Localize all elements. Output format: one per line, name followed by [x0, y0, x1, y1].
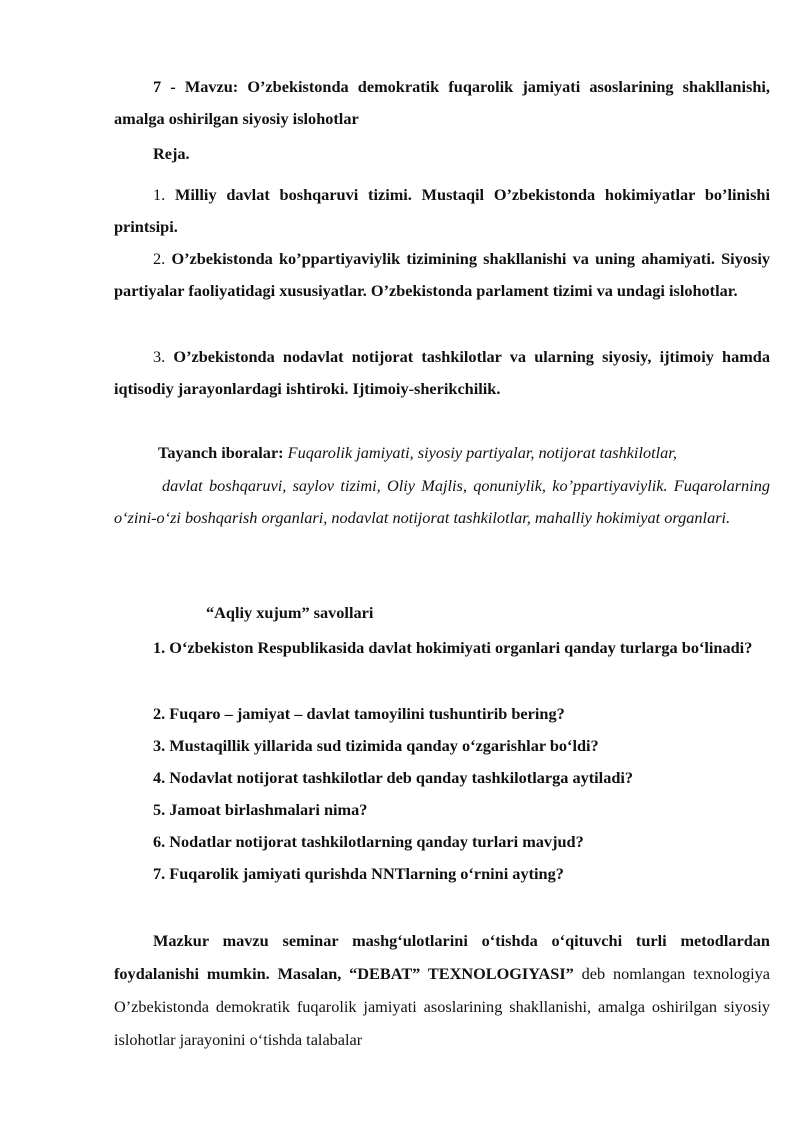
plan-item-1 — [114, 179, 770, 243]
closing-bold-text: Mazkur mavzu seminar mashg‘ulotlarini o‘tishda o‘qituvchi turli metodlardan foydalanishi mumkin. Masalan, “DEBAT” TEXNOLOGIYASI” — [114, 931, 770, 983]
plan-item-text: O’zbekistonda ko’ppartiyaviylik tizimining shakllanishi va uning ahamiyati. Siyosiy partiyalar faoliyatidagi xususiyatlar. O’zbekistonda parlament tizimi va undagi islohotlar. — [114, 249, 770, 300]
brainstorm-question-2: 2. Fuqaro – jamiyat – davlat tamoyilini tushuntirib bering? — [153, 704, 565, 723]
keywords-first-line — [158, 437, 677, 469]
brainstorm-question-1: 1. O‘zbekiston Respublikasida davlat hokimiyati organlari qanday turlarga bo‘linadi? — [153, 638, 753, 657]
keywords-rest: davlat boshqaruvi, saylov tizimi, Oliy Majlis, qonuniylik, ko’ppartiyaviylik. Fuqarolarning o‘zini-o‘zi boshqarish organlari, nodavlat notijorat tashkilotlar, mahalliy hokimiyat organlari. — [114, 476, 770, 527]
keywords-first-text: Fuqarolik jamiyati, siyosiy partiyalar, notijorat tashkilotlar, — [287, 443, 677, 462]
plan-item-text: Milliy davlat boshqaruvi tizimi. Mustaqil O’zbekistonda hokimiyatlar bo’linishi printsipi. — [114, 185, 770, 236]
keywords-label: Tayanch iboralar: — [158, 443, 284, 462]
plan-item-3 — [114, 341, 770, 405]
brainstorm-question-4: 4. Nodavlat notijorat tashkilotlar deb qanday tashkilotlarga aytiladi? — [153, 768, 634, 787]
brainstorm-question-3: 3. Mustaqillik yillarida sud tizimida qanday o‘zgarishlar bo‘ldi? — [153, 736, 599, 755]
brainstorm-question-5: 5. Jamoat birlashmalari nima? — [153, 800, 368, 819]
closing-regular-text: deb nomlangan texnologiya O’zbekistonda demokratik fuqarolik jamiyati asoslarining shakllanishi, amalga oshirilgan siyosiy islohotlar jarayonini o‘tishda talabalar — [114, 964, 770, 1049]
plan-item-text: O’zbekistonda nodavlat notijorat tashkilotlar va ularning siyosiy, ijtimoiy hamda iqtisodiy jarayonlardagi ishtiroki. Ijtimoiy-sherikchilik. — [114, 347, 770, 398]
closing-paragraph — [114, 924, 770, 1056]
plan-item-number: 3. — [153, 347, 166, 366]
brainstorm-question-7: 7. Fuqarolik jamiyati qurishda NNTlarning o‘rnini ayting? — [153, 864, 564, 883]
plan-item-number: 1. — [153, 185, 166, 204]
plan-heading: Reja. — [153, 144, 190, 163]
topic-title: 7 - Mavzu: O’zbekistonda demokratik fuqarolik jamiyati asoslarining shakllanishi, amalga oshirilgan siyosiy islohotlar — [114, 77, 770, 128]
plan-item-number: 2. — [153, 249, 166, 268]
plan-item-2 — [114, 243, 770, 307]
brainstorm-heading: “Aqliy xujum” savollari — [206, 603, 374, 622]
brainstorm-question-6: 6. Nodatlar notijorat tashkilotlarning qanday turlari mavjud? — [153, 832, 584, 851]
